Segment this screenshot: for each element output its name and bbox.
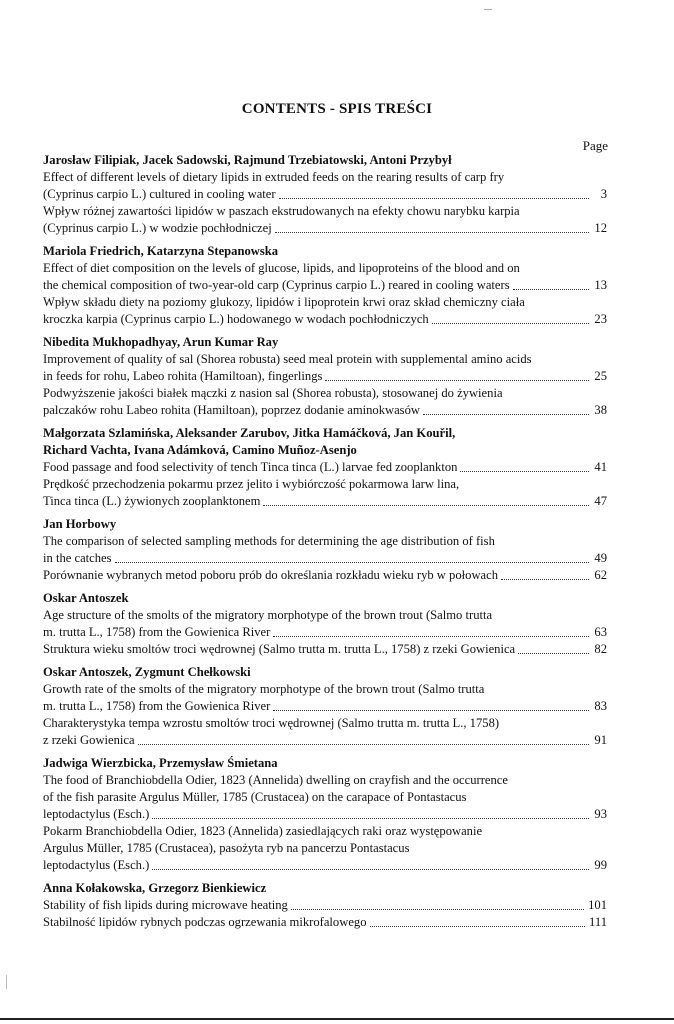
toc-entry	[43, 516, 607, 584]
entry-title-line	[43, 732, 607, 749]
entry-title-line: Prędkość przechodzenia pokarmu przez jelito i wybiórczość pokarmowa larw lina,	[43, 477, 460, 491]
entry-authors: Jadwiga Wierzbicka, Przemysław Śmietana	[43, 756, 278, 770]
entry-title-line	[43, 897, 607, 914]
page-number: 12	[594, 221, 607, 235]
entry-title-line: Pokarm Branchiobdella Odier, 1823 (Annelida) zasiedlających raki oraz występowanie	[43, 824, 483, 838]
dot-leader	[138, 744, 589, 745]
title-text: kroczka karpia (Cyprinus carpio L.) hodowanego w wodach pochłodniczych	[43, 312, 429, 326]
dot-leader	[152, 818, 589, 819]
page-number: 93	[594, 807, 607, 821]
entry-authors: Małgorzata Szlamińska, Aleksander Zarubov, Jitka Hamáčková, Jan Kouřil,	[43, 426, 456, 440]
scan-edge-mark	[6, 975, 7, 989]
entry-title-line	[43, 220, 607, 237]
dot-leader	[423, 414, 589, 415]
entry-title-line: Wpływ składu diety na poziomy glukozy, lipidów i lipoprotein krwi oraz skład chemiczny ciała	[43, 295, 525, 309]
entry-title-line: Growth rate of the smolts of the migratory morphotype of the brown trout (Salmo trutta	[43, 682, 485, 696]
title-text: the chemical composition of two-year-old carp (Cyprinus carpio L.) reared in cooling waters	[43, 278, 510, 292]
entry-title-line: Argulus Müller, 1785 (Crustacea), pasożyta ryb na pancerzu Pontastacus	[43, 841, 410, 855]
entry-title-line	[43, 550, 607, 567]
toc-entry	[43, 425, 607, 510]
dot-leader	[518, 653, 589, 654]
dot-leader	[263, 505, 589, 506]
scan-bottom-edge	[0, 1018, 674, 1020]
entry-title-line	[43, 186, 607, 203]
entry-title-line	[43, 914, 607, 931]
entry-title-line: Charakterystyka tempa wzrostu smoltów troci wędrownej (Salmo trutta m. trutta L., 1758)	[43, 716, 500, 730]
dot-leader	[273, 710, 589, 711]
title-text: Stabilność lipidów rybnych podczas ogrzewania mikrofalowego	[43, 915, 367, 929]
title-text: in the catches	[43, 551, 112, 565]
entry-title-line: Podwyższenie jakości białek mączki z nasion sal (Shorea robusta), stosowanej do żywienia	[43, 386, 503, 400]
entry-title-line	[43, 493, 607, 510]
entry-title-line: The comparison of selected sampling methods for determining the age distribution of fish	[43, 534, 495, 548]
entry-title-line: Age structure of the smolts of the migratory morphotype of the brown trout (Salmo trutta	[43, 608, 493, 622]
page-number: 41	[594, 460, 607, 474]
dot-leader	[513, 289, 589, 290]
entry-title-line	[43, 624, 607, 641]
title-text: Tinca tinca (L.) żywionych zooplanktonem	[43, 494, 261, 508]
page-number: 47	[594, 494, 607, 508]
contents-list	[43, 152, 607, 937]
page-number: 101	[588, 898, 607, 912]
page-number: 23	[594, 312, 607, 326]
entry-title-line: Improvement of quality of sal (Shorea robusta) seed meal protein with supplemental amino acids	[43, 352, 532, 366]
toc-entry	[43, 755, 607, 874]
title-text: (Cyprinus carpio L.) cultured in cooling water	[43, 187, 276, 201]
title-text: m. trutta L., 1758) from the Gowienica River	[43, 625, 271, 639]
entry-title-line	[43, 698, 607, 715]
entry-title-line: Effect of different levels of dietary lipids in extruded feeds on the rearing results of carp fry	[43, 170, 505, 184]
entry-title-line	[43, 459, 607, 476]
entry-title-line: The food of Branchiobdella Odier, 1823 (Annelida) dwelling on crayfish and the occurrence	[43, 773, 508, 787]
entry-title-line	[43, 641, 607, 658]
page-column-label: Page	[582, 138, 608, 153]
toc-entry	[43, 334, 607, 419]
title-text: z rzeki Gowienica	[43, 733, 135, 747]
dot-leader	[460, 471, 589, 472]
page-number: 99	[594, 858, 607, 872]
entry-title-line	[43, 806, 607, 823]
entry-title-line	[43, 277, 607, 294]
entry-authors: Nibedita Mukhopadhyay, Arun Kumar Ray	[43, 335, 279, 349]
page-number: 25	[594, 369, 607, 383]
dot-leader	[325, 380, 589, 381]
page-number: 82	[594, 642, 607, 656]
dot-leader	[275, 232, 589, 233]
dot-leader	[115, 562, 589, 563]
toc-entry	[43, 880, 607, 931]
title-text: palczaków rohu Labeo rohita (Hamiltoan), poprzez dodanie aminokwasów	[43, 403, 420, 417]
entry-title-line	[43, 368, 607, 385]
toc-entry	[43, 590, 607, 658]
scan-mark	[484, 9, 492, 10]
entry-title-line: Wpływ różnej zawartości lipidów w paszach ekstrudowanych na efekty chowu narybku karpia	[43, 204, 520, 218]
dot-leader	[279, 198, 589, 199]
title-text: Porównanie wybranych metod poboru prób do określania rozkładu wieku ryb w połowach	[43, 568, 499, 582]
dot-leader	[152, 869, 589, 870]
title-text: m. trutta L., 1758) from the Gowienica River	[43, 699, 271, 713]
dot-leader	[432, 323, 589, 324]
toc-entry	[43, 152, 607, 237]
entry-title-line	[43, 857, 607, 874]
entry-title-line	[43, 311, 607, 328]
page-number: 3	[600, 187, 607, 201]
entry-title-line	[43, 567, 607, 584]
page-number: 62	[594, 568, 607, 582]
title-text: leptodactylus (Esch.)	[43, 807, 150, 821]
page-number: 49	[594, 551, 607, 565]
page-title: CONTENTS - SPIS TREŚCI	[241, 101, 433, 117]
title-text: leptodactylus (Esch.)	[43, 858, 150, 872]
toc-entry	[43, 664, 607, 749]
entry-authors: Oskar Antoszek, Zygmunt Chełkowski	[43, 665, 251, 679]
entry-title-line: of the fish parasite Argulus Müller, 1785 (Crustacea) on the carapace of Pontastacus	[43, 790, 467, 804]
title-text: Food passage and food selectivity of tench Tinca tinca (L.) larvae fed zooplankton	[43, 460, 458, 474]
entry-authors: Jan Horbowy	[43, 517, 117, 531]
entry-authors: Jarosław Filipiak, Jacek Sadowski, Rajmund Trzebiatowski, Antoni Przybył	[43, 153, 452, 167]
page-number: 38	[594, 403, 607, 417]
entry-authors: Oskar Antoszek	[43, 591, 129, 605]
page-number: 63	[594, 625, 607, 639]
page-number: 91	[594, 733, 607, 747]
entry-authors: Richard Vachta, Ivana Adámková, Camino Muñoz-Asenjo	[43, 443, 357, 457]
entry-authors: Anna Kołakowska, Grzegorz Bienkiewicz	[43, 881, 267, 895]
dot-leader	[370, 926, 586, 927]
dot-leader	[273, 636, 589, 637]
title-text: Struktura wieku smoltów troci wędrownej (Salmo trutta m. trutta L., 1758) z rzeki Gowienica	[43, 642, 516, 656]
dot-leader	[501, 579, 589, 580]
title-text: in feeds for rohu, Labeo rohita (Hamiltoan), fingerlings	[43, 369, 323, 383]
title-text: Stability of fish lipids during microwave heating	[43, 898, 288, 912]
title-text: (Cyprinus carpio L.) w wodzie pochłodniczej	[43, 221, 272, 235]
page-number: 13	[594, 278, 607, 292]
page-number: 111	[589, 915, 607, 929]
dot-leader	[291, 909, 584, 910]
entry-title-line	[43, 402, 607, 419]
page-number: 83	[594, 699, 607, 713]
entry-title-line: Effect of diet composition on the levels of glucose, lipids, and lipoproteins of the blood and on	[43, 261, 520, 275]
entry-authors: Mariola Friedrich, Katarzyna Stepanowska	[43, 244, 279, 258]
toc-entry	[43, 243, 607, 328]
